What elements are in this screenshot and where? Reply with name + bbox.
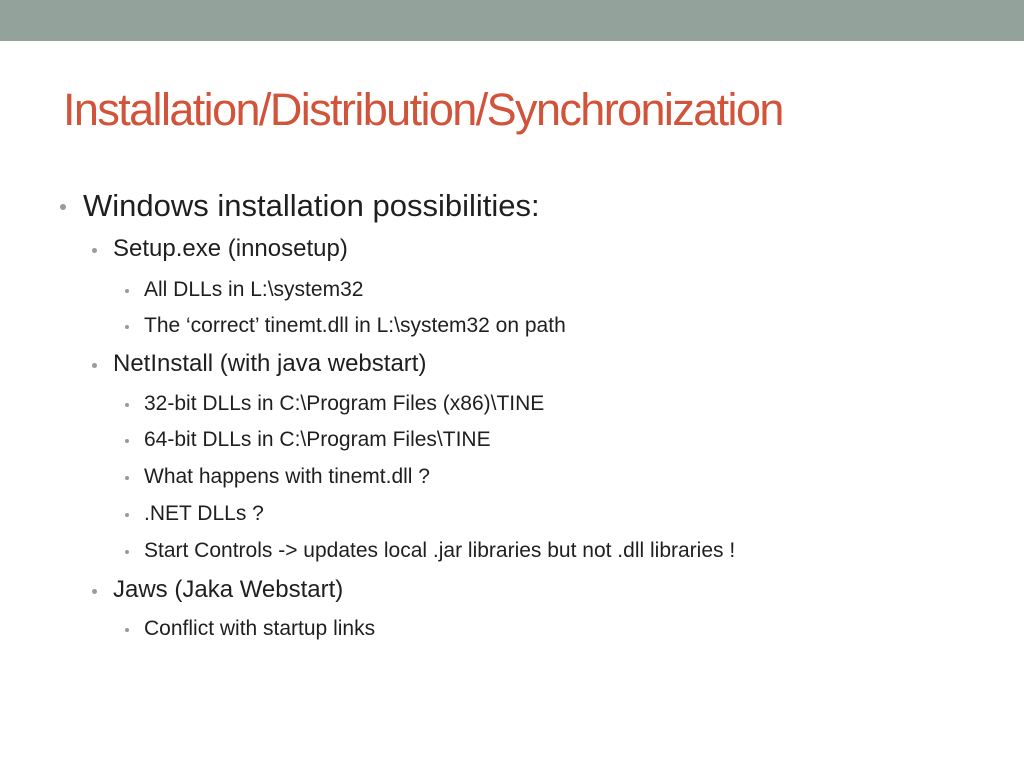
bullet-dot-icon: [92, 589, 97, 594]
bullet-dot-icon: [125, 550, 129, 554]
bullet-text: Conflict with startup links: [144, 617, 376, 640]
bullet-item: [144, 538, 735, 563]
bullet-text: Start Controls -> updates local .jar libraries but not .dll libraries !: [144, 539, 736, 562]
bullet-item: [83, 187, 540, 224]
bullet-text: .NET DLLs ?: [144, 502, 264, 525]
slide-title: Installation/Distribution/Synchronization: [63, 84, 783, 135]
bullet-dot-icon: [125, 403, 129, 407]
bullet-text: All DLLs in L:\system32: [144, 278, 364, 301]
bullet-item: [113, 350, 426, 379]
bullet-item: [144, 313, 566, 338]
bullet-dot-icon: [125, 439, 129, 443]
bullet-item: [113, 576, 343, 605]
top-color-band: [0, 0, 1024, 41]
bullet-item: [144, 427, 491, 452]
bullet-item: [144, 464, 430, 489]
bullet-dot-icon: [125, 325, 129, 329]
bullet-dot-icon: [125, 628, 129, 632]
bullet-text: The ‘correct’ tinemt.dll in L:\system32 on path: [144, 314, 566, 337]
bullet-text: 64-bit DLLs in C:\Program Files\TINE: [144, 428, 491, 451]
bullet-text: Jaws (Jaka Webstart): [113, 576, 344, 603]
bullet-dot-icon: [60, 204, 66, 210]
bullet-item: [144, 277, 363, 302]
bullet-text: What happens with tinemt.dll ?: [144, 465, 430, 488]
bullet-item: [144, 391, 544, 416]
bullet-dot-icon: [125, 476, 129, 480]
bullet-dot-icon: [125, 289, 129, 293]
bullet-dot-icon: [92, 248, 97, 253]
bullet-text: Setup.exe (innosetup): [113, 235, 348, 262]
bullet-dot-icon: [92, 363, 97, 368]
bullet-text: 32-bit DLLs in C:\Program Files (x86)\TINE: [144, 392, 545, 415]
bullet-dot-icon: [125, 513, 129, 517]
bullet-item: [144, 501, 264, 526]
bullet-text: Windows installation possibilities:: [83, 188, 540, 223]
bullet-text: NetInstall (with java webstart): [113, 350, 427, 377]
bullet-item: [113, 235, 348, 264]
bullet-item: [144, 616, 375, 641]
